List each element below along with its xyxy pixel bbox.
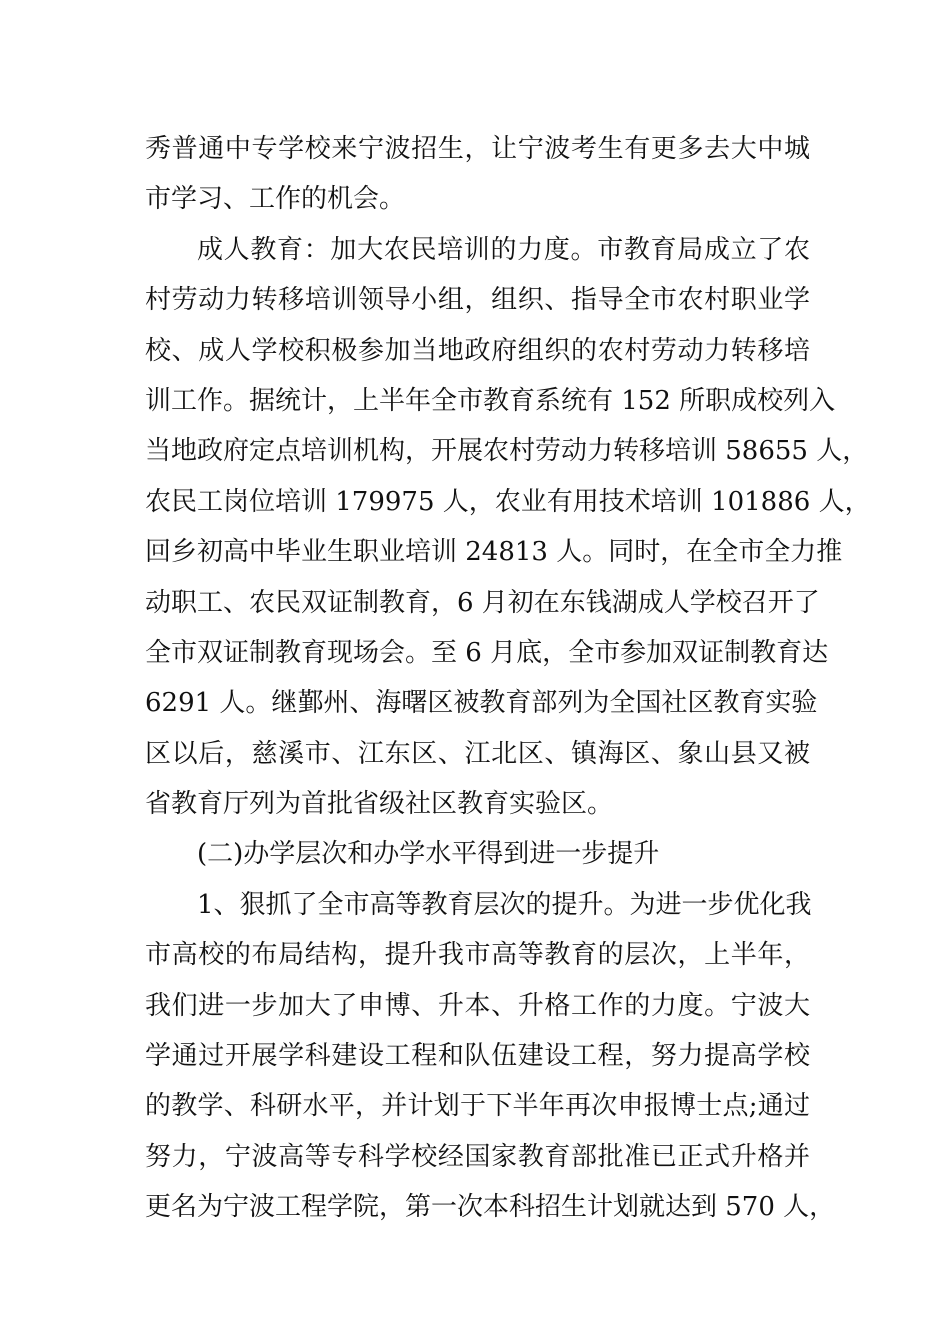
text-line: 更名为宁波工程学院，第一次本科招生计划就达到 570 人， xyxy=(145,1192,836,1223)
text-line: 回乡初高中毕业生职业培训 24813 人。同时，在全市全力推 xyxy=(145,537,843,568)
text-line: 6291 人。继鄞州、海曙区被教育部列为全国社区教育实验 xyxy=(145,688,818,719)
text-line: 农民工岗位培训 179975 人，农业有用技术培训 101886 人， xyxy=(145,486,871,517)
text-line: 区以后，慈溪市、江东区、江北区、镇海区、象山县又被 xyxy=(145,738,810,769)
text-line: 秀普通中专学校来宁波招生，让宁波考生有更多去大中城 xyxy=(145,134,810,164)
text-line: 全市双证制教育现场会。至 6 月底，全市参加双证制教育达 xyxy=(145,637,829,668)
text-line: 村劳动力转移培训领导小组，组织、指导全市农村职业学 xyxy=(145,285,810,316)
text-line: 我们进一步加大了申博、升本、升格工作的力度。宁波大 xyxy=(145,990,810,1021)
text-line: 校、成人学校积极参加当地政府组织的农村劳动力转移培 xyxy=(145,335,810,366)
text-line: 市高校的布局结构，提升我市高等教育的层次，上半年， xyxy=(145,940,810,971)
text-line: 1、狠抓了全市高等教育层次的提升。为进一步优化我 xyxy=(197,889,812,920)
text-line: 成人教育：加大农民培训的力度。市教育局成立了农 xyxy=(197,234,810,265)
text-line: 动职工、农民双证制教育，6 月初在东钱湖成人学校召开了 xyxy=(145,587,820,618)
text-line: 市学习、工作的机会。 xyxy=(145,184,406,215)
body-text xyxy=(145,124,871,1233)
text-line: (二)办学层次和办学水平得到进一步提升 xyxy=(197,839,660,870)
text-line: 学通过开展学科建设工程和队伍建设工程，努力提高学校 xyxy=(145,1041,810,1072)
text-line: 省教育厅列为首批省级社区教育实验区。 xyxy=(145,789,614,820)
text-line: 当地政府定点培训机构，开展农村劳动力转移培训 58655 人， xyxy=(145,436,869,467)
text-line: 训工作。据统计，上半年全市教育系统有 152 所职成校列入 xyxy=(145,385,836,416)
text-line: 努力，宁波高等专科学校经国家教育部批准已正式升格并 xyxy=(145,1141,810,1172)
text-line: 的教学、科研水平，并计划于下半年再次申报博士点;通过 xyxy=(145,1091,810,1122)
